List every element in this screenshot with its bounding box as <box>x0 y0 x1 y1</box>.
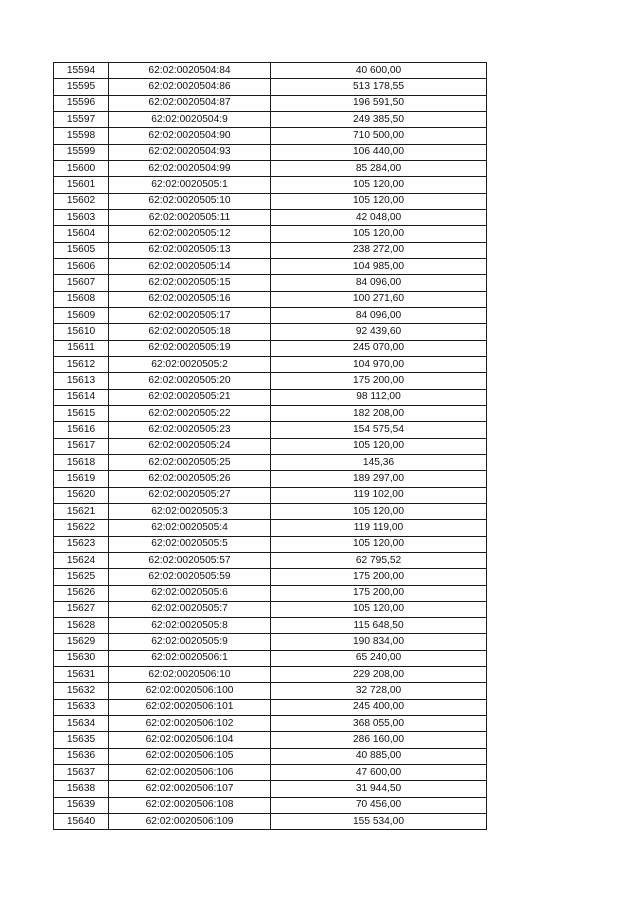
cadastral-number-cell: 62:02:0020505:18 <box>109 324 271 340</box>
cadastral-number-cell: 62:02:0020504:84 <box>109 63 271 79</box>
cadastral-number-cell: 62:02:0020506:10 <box>109 667 271 683</box>
cadastral-value-cell: 154 575,54 <box>271 422 487 438</box>
cadastral-number-cell: 62:02:0020506:101 <box>109 699 271 715</box>
table-row <box>54 144 487 160</box>
row-number-cell: 15637 <box>54 765 109 781</box>
cadastral-number-cell: 62:02:0020505:17 <box>109 307 271 323</box>
table-row <box>54 291 487 307</box>
row-number-cell: 15630 <box>54 650 109 666</box>
cadastral-number-cell: 62:02:0020504:86 <box>109 79 271 95</box>
cadastral-value-cell: 105 120,00 <box>271 438 487 454</box>
row-number-cell: 15615 <box>54 405 109 421</box>
table-row <box>54 242 487 258</box>
table-row <box>54 732 487 748</box>
row-number-cell: 15594 <box>54 63 109 79</box>
cadastral-number-cell: 62:02:0020505:6 <box>109 585 271 601</box>
table-row <box>54 601 487 617</box>
row-number-cell: 15632 <box>54 683 109 699</box>
cadastral-value-cell: 104 985,00 <box>271 258 487 274</box>
row-number-cell: 15619 <box>54 471 109 487</box>
table-row <box>54 389 487 405</box>
cadastral-number-cell: 62:02:0020505:57 <box>109 552 271 568</box>
cadastral-value-cell: 115 648,50 <box>271 618 487 634</box>
table-row <box>54 797 487 813</box>
cadastral-value-cell: 513 178,55 <box>271 79 487 95</box>
cadastral-number-cell: 62:02:0020505:24 <box>109 438 271 454</box>
table-row <box>54 471 487 487</box>
cadastral-number-cell: 62:02:0020505:27 <box>109 487 271 503</box>
row-number-cell: 15612 <box>54 356 109 372</box>
cadastral-number-cell: 62:02:0020505:5 <box>109 536 271 552</box>
cadastral-number-cell: 62:02:0020505:15 <box>109 275 271 291</box>
row-number-cell: 15602 <box>54 193 109 209</box>
row-number-cell: 15610 <box>54 324 109 340</box>
row-number-cell: 15623 <box>54 536 109 552</box>
row-number-cell: 15629 <box>54 634 109 650</box>
cadastral-number-cell: 62:02:0020506:105 <box>109 748 271 764</box>
row-number-cell: 15597 <box>54 111 109 127</box>
table-row <box>54 356 487 372</box>
cadastral-value-cell: 106 440,00 <box>271 144 487 160</box>
cadastral-number-cell: 62:02:0020504:99 <box>109 160 271 176</box>
cadastral-value-cell: 175 200,00 <box>271 373 487 389</box>
table-row <box>54 307 487 323</box>
row-number-cell: 15622 <box>54 520 109 536</box>
cadastral-value-cell: 32 728,00 <box>271 683 487 699</box>
row-number-cell: 15600 <box>54 160 109 176</box>
table-row <box>54 438 487 454</box>
table-row <box>54 814 487 830</box>
cadastral-value-cell: 182 208,00 <box>271 405 487 421</box>
cadastral-value-cell: 105 120,00 <box>271 226 487 242</box>
cadastral-number-cell: 62:02:0020506:100 <box>109 683 271 699</box>
table-row <box>54 536 487 552</box>
table-row <box>54 226 487 242</box>
row-number-cell: 15617 <box>54 438 109 454</box>
cadastral-number-cell: 62:02:0020505:4 <box>109 520 271 536</box>
row-number-cell: 15639 <box>54 797 109 813</box>
cadastral-value-cell: 105 120,00 <box>271 177 487 193</box>
table-row <box>54 405 487 421</box>
cadastral-value-cell: 40 600,00 <box>271 63 487 79</box>
cadastral-number-cell: 62:02:0020505:14 <box>109 258 271 274</box>
cadastral-number-cell: 62:02:0020506:1 <box>109 650 271 666</box>
cadastral-value-cell: 104 970,00 <box>271 356 487 372</box>
row-number-cell: 15613 <box>54 373 109 389</box>
table-row <box>54 765 487 781</box>
table-row <box>54 781 487 797</box>
row-number-cell: 15621 <box>54 503 109 519</box>
cadastral-number-cell: 62:02:0020505:1 <box>109 177 271 193</box>
cadastral-value-cell: 84 096,00 <box>271 275 487 291</box>
table-row <box>54 79 487 95</box>
cadastral-number-cell: 62:02:0020505:22 <box>109 405 271 421</box>
cadastral-value-cell: 47 600,00 <box>271 765 487 781</box>
cadastral-value-cell: 119 102,00 <box>271 487 487 503</box>
cadastral-value-cell: 92 439,60 <box>271 324 487 340</box>
row-number-cell: 15618 <box>54 454 109 470</box>
table-row <box>54 716 487 732</box>
table-row <box>54 373 487 389</box>
row-number-cell: 15595 <box>54 79 109 95</box>
table-row <box>54 487 487 503</box>
table-row <box>54 634 487 650</box>
cadastral-number-cell: 62:02:0020504:87 <box>109 95 271 111</box>
cadastral-number-cell: 62:02:0020505:21 <box>109 389 271 405</box>
row-number-cell: 15605 <box>54 242 109 258</box>
cadastral-number-cell: 62:02:0020505:25 <box>109 454 271 470</box>
cadastral-number-cell: 62:02:0020505:13 <box>109 242 271 258</box>
cadastral-number-cell: 62:02:0020505:10 <box>109 193 271 209</box>
cadastral-value-cell: 40 885,00 <box>271 748 487 764</box>
cadastral-number-cell: 62:02:0020504:93 <box>109 144 271 160</box>
row-number-cell: 15611 <box>54 340 109 356</box>
table-row <box>54 552 487 568</box>
cadastral-value-cell: 229 208,00 <box>271 667 487 683</box>
cadastral-number-cell: 62:02:0020506:107 <box>109 781 271 797</box>
cadastral-value-cell: 65 240,00 <box>271 650 487 666</box>
row-number-cell: 15640 <box>54 814 109 830</box>
row-number-cell: 15607 <box>54 275 109 291</box>
row-number-cell: 15634 <box>54 716 109 732</box>
table-body <box>54 63 487 830</box>
cadastral-value-cell: 100 271,60 <box>271 291 487 307</box>
cadastral-number-cell: 62:02:0020505:26 <box>109 471 271 487</box>
row-number-cell: 15635 <box>54 732 109 748</box>
cadastral-number-cell: 62:02:0020506:104 <box>109 732 271 748</box>
row-number-cell: 15601 <box>54 177 109 193</box>
cadastral-value-cell: 245 070,00 <box>271 340 487 356</box>
table-row <box>54 111 487 127</box>
cadastral-number-cell: 62:02:0020506:109 <box>109 814 271 830</box>
table-row <box>54 748 487 764</box>
table-row <box>54 324 487 340</box>
row-number-cell: 15614 <box>54 389 109 405</box>
cadastral-value-cell: 155 534,00 <box>271 814 487 830</box>
table-row <box>54 569 487 585</box>
cadastral-number-cell: 62:02:0020505:59 <box>109 569 271 585</box>
table-row <box>54 258 487 274</box>
cadastral-value-table <box>53 62 487 830</box>
row-number-cell: 15608 <box>54 291 109 307</box>
cadastral-number-cell: 62:02:0020506:106 <box>109 765 271 781</box>
cadastral-value-cell: 245 400,00 <box>271 699 487 715</box>
cadastral-value-cell: 710 500,00 <box>271 128 487 144</box>
cadastral-number-cell: 62:02:0020505:7 <box>109 601 271 617</box>
cadastral-number-cell: 62:02:0020505:19 <box>109 340 271 356</box>
table-row <box>54 193 487 209</box>
row-number-cell: 15596 <box>54 95 109 111</box>
cadastral-value-cell: 286 160,00 <box>271 732 487 748</box>
cadastral-number-cell: 62:02:0020505:3 <box>109 503 271 519</box>
cadastral-value-cell: 189 297,00 <box>271 471 487 487</box>
cadastral-value-cell: 84 096,00 <box>271 307 487 323</box>
table-row <box>54 160 487 176</box>
row-number-cell: 15606 <box>54 258 109 274</box>
cadastral-value-cell: 196 591,50 <box>271 95 487 111</box>
cadastral-value-cell: 31 944,50 <box>271 781 487 797</box>
row-number-cell: 15628 <box>54 618 109 634</box>
row-number-cell: 15625 <box>54 569 109 585</box>
row-number-cell: 15609 <box>54 307 109 323</box>
cadastral-number-cell: 62:02:0020505:8 <box>109 618 271 634</box>
cadastral-number-cell: 62:02:0020505:23 <box>109 422 271 438</box>
cadastral-number-cell: 62:02:0020505:9 <box>109 634 271 650</box>
row-number-cell: 15604 <box>54 226 109 242</box>
cadastral-number-cell: 62:02:0020505:16 <box>109 291 271 307</box>
table-row <box>54 699 487 715</box>
row-number-cell: 15620 <box>54 487 109 503</box>
cadastral-value-cell: 98 112,00 <box>271 389 487 405</box>
cadastral-value-cell: 62 795,52 <box>271 552 487 568</box>
table-row <box>54 454 487 470</box>
cadastral-value-cell: 105 120,00 <box>271 503 487 519</box>
cadastral-value-cell: 105 120,00 <box>271 536 487 552</box>
cadastral-value-cell: 249 385,50 <box>271 111 487 127</box>
row-number-cell: 15616 <box>54 422 109 438</box>
row-number-cell: 15627 <box>54 601 109 617</box>
row-number-cell: 15599 <box>54 144 109 160</box>
cadastral-number-cell: 62:02:0020505:2 <box>109 356 271 372</box>
row-number-cell: 15603 <box>54 209 109 225</box>
cadastral-number-cell: 62:02:0020505:12 <box>109 226 271 242</box>
table-row <box>54 177 487 193</box>
row-number-cell: 15638 <box>54 781 109 797</box>
cadastral-number-cell: 62:02:0020505:20 <box>109 373 271 389</box>
row-number-cell: 15631 <box>54 667 109 683</box>
table-row <box>54 128 487 144</box>
cadastral-value-cell: 190 834,00 <box>271 634 487 650</box>
table-row <box>54 275 487 291</box>
table-row <box>54 618 487 634</box>
cadastral-value-cell: 85 284,00 <box>271 160 487 176</box>
cadastral-number-cell: 62:02:0020506:108 <box>109 797 271 813</box>
cadastral-number-cell: 62:02:0020504:90 <box>109 128 271 144</box>
table-row <box>54 340 487 356</box>
cadastral-value-cell: 175 200,00 <box>271 585 487 601</box>
row-number-cell: 15598 <box>54 128 109 144</box>
row-number-cell: 15636 <box>54 748 109 764</box>
cadastral-value-cell: 368 055,00 <box>271 716 487 732</box>
cadastral-number-cell: 62:02:0020506:102 <box>109 716 271 732</box>
row-number-cell: 15624 <box>54 552 109 568</box>
table-row <box>54 422 487 438</box>
cadastral-value-cell: 105 120,00 <box>271 601 487 617</box>
cadastral-number-cell: 62:02:0020504:9 <box>109 111 271 127</box>
cadastral-value-cell: 238 272,00 <box>271 242 487 258</box>
cadastral-value-cell: 70 456,00 <box>271 797 487 813</box>
table-row <box>54 650 487 666</box>
table-row <box>54 585 487 601</box>
cadastral-value-cell: 42 048,00 <box>271 209 487 225</box>
cadastral-number-cell: 62:02:0020505:11 <box>109 209 271 225</box>
table-row <box>54 209 487 225</box>
cadastral-value-cell: 145,36 <box>271 454 487 470</box>
table-row <box>54 520 487 536</box>
table-row <box>54 95 487 111</box>
table-row <box>54 683 487 699</box>
cadastral-value-cell: 105 120,00 <box>271 193 487 209</box>
row-number-cell: 15626 <box>54 585 109 601</box>
table-row <box>54 63 487 79</box>
table-row <box>54 503 487 519</box>
cadastral-value-cell: 175 200,00 <box>271 569 487 585</box>
cadastral-value-cell: 119 119,00 <box>271 520 487 536</box>
row-number-cell: 15633 <box>54 699 109 715</box>
table-row <box>54 667 487 683</box>
